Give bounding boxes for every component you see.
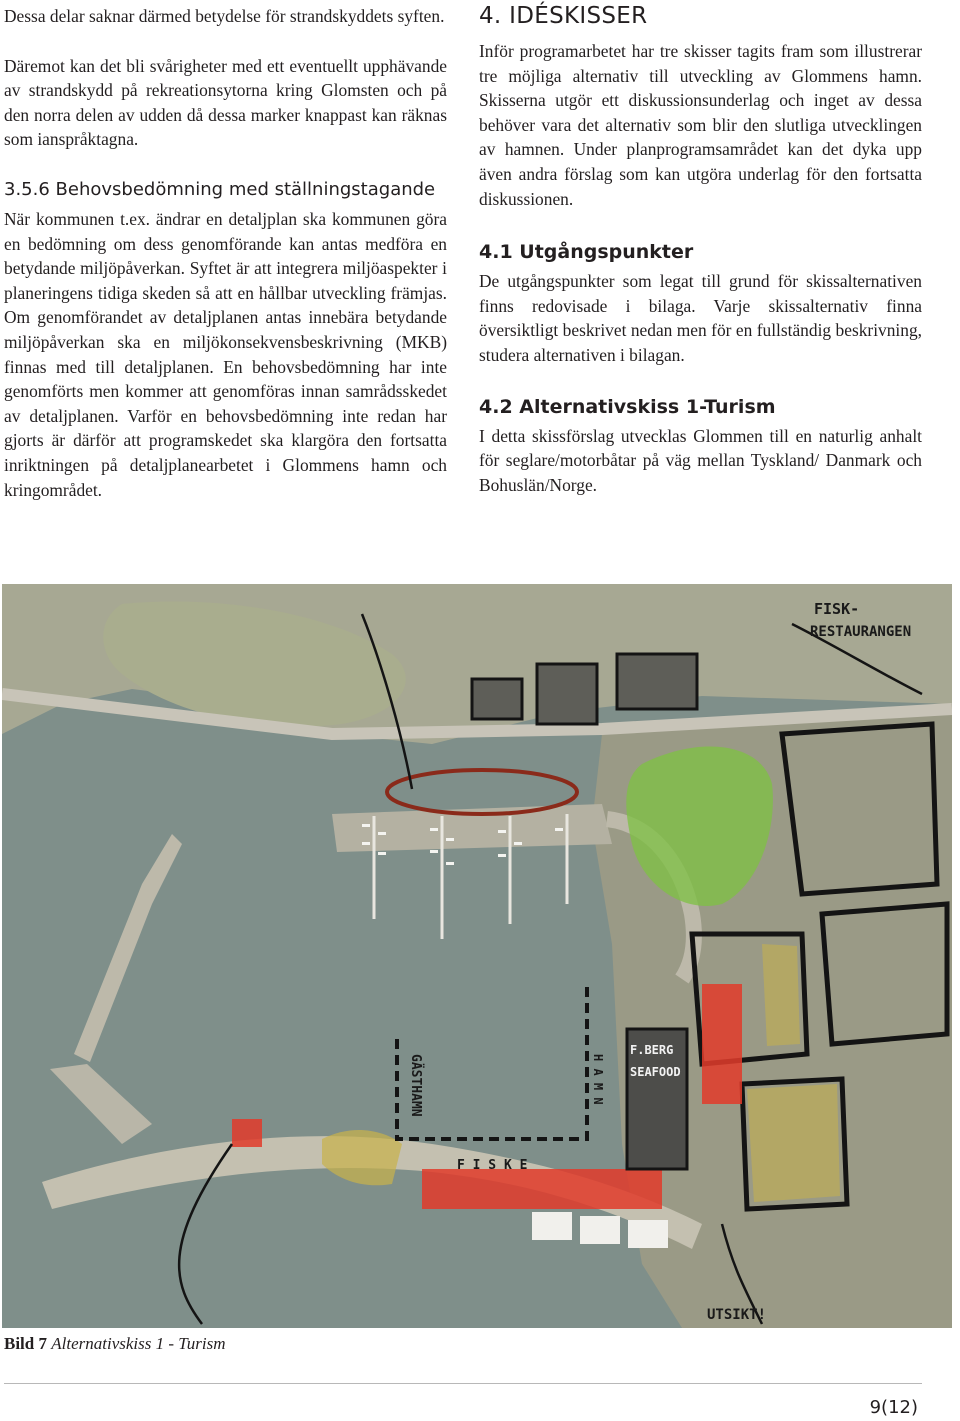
fberg-label-line1: F.BERG: [630, 1043, 674, 1057]
fberg-label-line2: SEAFOOD: [630, 1065, 681, 1079]
harbour-sketch-figure: [2, 584, 952, 1328]
behovsbedomning-paragraph: När kommunen t.ex. ändrar en detaljplan ska kommunen göra en bedömning om dess genomförande kan antas medföra en betydande miljöpåverkan. Syftet är att integrera miljöaspekter i planeringens tidiga skeden så att en hållbar utveckling främjas. Om genomförandet av detaljplanen antas innebära betydande miljöpåverkan ska en miljökonsekvensbeskrivning (MKB) finnas med till detaljplanen. En behovsbedömning har inte genomförts men kommer att genomföras innan samrådsskedet av detaljplanen. Varför en behovsbedömning inte redan har gjorts är därför att programskedet ska klargöra den fortsatta inriktningen på detaljplanearbetet i Glommens hamn och kringområdet.: [4, 208, 447, 500]
footer-divider: [4, 1383, 922, 1384]
gasthamn-label: GÄSTHAMN: [408, 1054, 423, 1117]
strandskydd-paragraph: Däremot kan det bli svårigheter med ett eventuellt upphävande av strandskydd på rekreationsytorna kring Glomsten och på den norra delen av udden då dessa marker knappast kan räknas som ianspråktagna.: [4, 55, 447, 150]
left-column: [4, 0, 447, 502]
fisk-label-line2: RESTAURANGEN: [810, 624, 912, 640]
section-heading-42: 4.2 Alternativskiss 1-Turism: [479, 395, 776, 418]
fiskehamn-vertical-label: H A M N: [591, 1054, 605, 1105]
utgangspunkter-paragraph: De utgångspunkter som legat till grund för skissalternativen finns redovisade i bilaga. Varje skissalternativ finna översiktligt beskrivet nedan men för en fullständig beskrivning, studera alternativen i bilagan.: [479, 271, 922, 365]
harbour-sketch-map: [2, 584, 952, 1328]
figure-caption: [4, 1333, 226, 1355]
intro-tail-paragraph: Dessa delar saknar därmed betydelse för strandskyddets syften.: [4, 6, 445, 26]
turism-paragraph: I detta skissförslag utvecklas Glommen till en naturlig anhalt för seglare/motorbåtar på väg mellan Tyskland/ Danmark och Bohuslän/Norge.: [479, 425, 922, 495]
fisk-label-line1: FISK-: [814, 600, 860, 618]
section-heading-4: 4. IDÉSKISSER: [479, 3, 648, 29]
yellow-area-north: [762, 944, 800, 1046]
right-column: [479, 0, 922, 497]
section-heading-356: 3.5.6 Behovsbedömning med ställningstagande: [4, 178, 436, 200]
ideskisser-paragraph: Inför programarbetet har tre skisser tagits fram som illustrerar tre möjliga alternativ till utveckling av Glommens hamn. Skisserna utgör ett diskussionsunderlag och inget av dessa behöver vara det alternativ som blir den slutliga utvecklingen av hamnen. Under planprogramsamrådet kan det dyka upp även andra förslag som kan utgöra underlag för den fortsatta diskussionen.: [479, 41, 922, 209]
page-number: 9(12): [869, 1397, 918, 1418]
caption-label: Bild 7: [4, 1334, 47, 1353]
yellow-area-east: [747, 1084, 840, 1202]
fiske-label: F I S K E: [457, 1158, 528, 1173]
section-heading-41: 4.1 Utgångspunkter: [479, 241, 694, 264]
caption-text: Alternativskiss 1 - Turism: [51, 1334, 226, 1353]
utsikt-label: UTSIKT!: [707, 1307, 767, 1323]
